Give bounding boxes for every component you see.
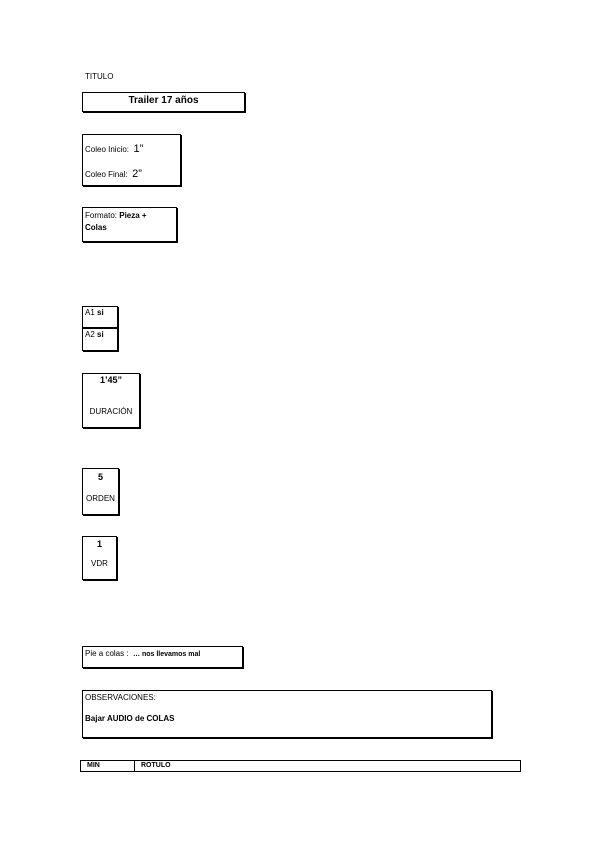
vdr-value: 1 [96, 539, 102, 549]
titulo-value: Trailer 17 años [128, 95, 199, 106]
observaciones-label: OBSERVACIONES: [85, 693, 156, 702]
pie-colas-box [82, 646, 243, 668]
vdr-box [82, 536, 117, 580]
coleo-final-value: 2” [132, 168, 142, 180]
orden-label: ORDEN [86, 494, 115, 503]
a1-value: si [97, 308, 104, 317]
coleo-inicio-value: 1” [133, 143, 144, 155]
titulo-field [82, 92, 245, 112]
pie-colas-value: … nos llevamos mal [133, 651, 201, 658]
observaciones-box [82, 690, 492, 738]
orden-value: 5 [97, 472, 103, 482]
duracion-value: 1’45” [99, 375, 123, 385]
a2-label: A2 [85, 330, 95, 339]
a1-box [82, 306, 118, 328]
col-min-header: MIN [81, 761, 135, 771]
coleo-final-row [85, 164, 142, 182]
observaciones-value: Bajar AUDIO de COLAS [85, 714, 175, 723]
coleo-inicio-label: Coleo Inicio: [85, 145, 130, 154]
col-rotulo-header: ROTULO [141, 762, 171, 769]
coleo-inicio-row [85, 139, 143, 157]
vdr-label: VDR [91, 559, 108, 568]
formato-box [82, 207, 177, 242]
duracion-box [82, 373, 140, 428]
a2-box [82, 328, 118, 351]
a1-label: A1 [85, 308, 95, 317]
formato-value-line2: Colas [85, 223, 107, 232]
coleo-box [82, 134, 181, 186]
pie-colas-label: Pie a colas : [85, 649, 129, 658]
duracion-label: DURACIÓN [89, 407, 133, 416]
table-header [80, 760, 521, 772]
formato-label: Formato: [85, 211, 118, 220]
coleo-final-label: Coleo Final: [85, 170, 128, 179]
formato-value-line1: Pieza + [119, 211, 147, 220]
titulo-label: TITULO [85, 72, 114, 81]
orden-box [82, 468, 119, 515]
a2-value: si [97, 330, 104, 339]
